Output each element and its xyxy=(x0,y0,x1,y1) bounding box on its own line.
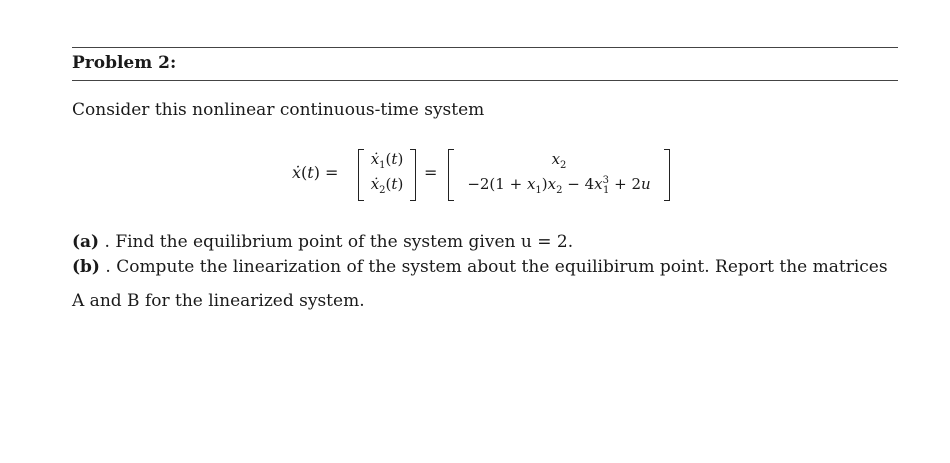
vector-entry-1: ẋ$_1$(t) xyxy=(370,150,404,171)
right-bracket xyxy=(410,149,416,201)
equals-sign: = xyxy=(424,163,438,182)
system-dynamics-vector xyxy=(448,147,670,203)
part-b-label: (b) xyxy=(72,257,100,277)
part-a xyxy=(72,230,912,255)
part-a-label: (a) xyxy=(72,232,100,252)
problem-parts xyxy=(72,230,912,280)
dynamics-entry-2: $-2(1 + x_1)x_2 - 4x^3_1 + 2u$ xyxy=(467,175,651,196)
system-equation xyxy=(0,147,950,205)
bottom-rule xyxy=(72,80,898,81)
part-b-continuation: A and B for the linearized system. xyxy=(72,291,365,311)
right-bracket xyxy=(664,149,670,201)
part-b-text: . Compute the linearization of the system about the equilibirum point. Report the matrices xyxy=(105,257,888,277)
equation-lhs: ẋ(t) = xyxy=(292,163,339,182)
state-derivative-vector xyxy=(358,147,416,203)
part-a-text: . Find the equilibrium point of the system given u = 2. xyxy=(104,232,574,252)
vector-entry-2: ẋ$_2$(t) xyxy=(370,175,404,196)
problem-intro: Consider this nonlinear continuous-time system xyxy=(72,100,485,120)
part-b xyxy=(72,255,912,280)
problem-heading: Problem 2: xyxy=(72,53,177,73)
dynamics-entry-1: $x_2$ xyxy=(551,150,567,171)
top-rule xyxy=(72,47,898,48)
